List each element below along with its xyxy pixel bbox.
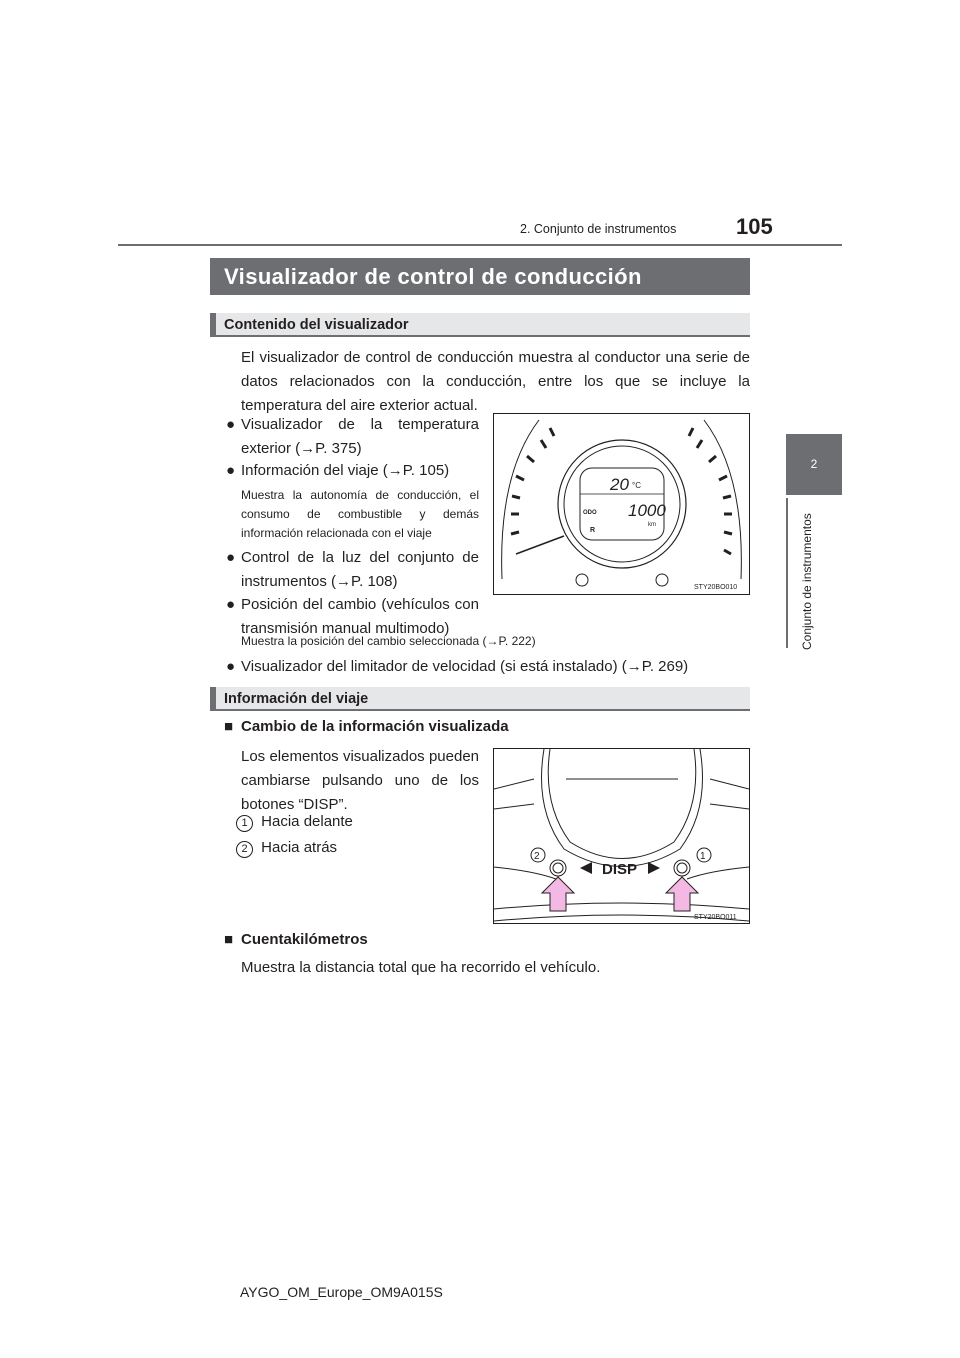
shift-note: Muestra la posición del cambio seleccionada (→P. 222) [241,634,536,648]
cluster-temp-value: 20 [610,475,629,494]
bullet-icon: ● [226,658,236,675]
subsection-marker-icon: ■ [224,931,234,948]
intro-paragraph: El visualizador de control de conducción muestra al conductor una serie de datos relacionados con la conducción, entre los que se incluye la temperatura del aire exterior actual. [241,349,750,414]
cluster-odo-value: 1000 [628,501,666,520]
list-item [226,546,479,594]
arrow-right-icon [666,877,698,911]
cluster-km-unit: km [648,522,656,528]
list-item-text: Visualizador de la temperatura exterior (→P. 375) [241,416,479,457]
subsection-title: Cuentakilómetros [241,931,368,948]
bullet-icon: ● [226,596,236,613]
list-item [226,459,479,483]
subsection-marker-icon: ■ [224,718,234,735]
heading-marker [210,687,216,711]
instrument-cluster-illustration [494,414,749,594]
subsection-title: Cambio de la información visualizada [241,718,509,735]
callout-item [236,839,337,858]
callout-1-number: 1 [700,851,706,862]
heading-marker [210,313,216,337]
chapter-tab: 2 [786,434,842,495]
section-heading-trip-info [210,687,750,711]
callout-number: 1 [236,815,253,832]
callout-2-number: 2 [534,851,540,862]
disp-buttons-illustration [494,749,749,923]
disp-label: DISP [602,861,638,878]
running-header-section: 2. Conjunto de instrumentos [520,222,677,236]
list-item [226,413,479,461]
chapter-tab-rule [786,498,788,648]
list-item-text: Control de la luz del conjunto de instrumentos (→P. 108) [241,549,479,590]
section-heading-text: Información del viaje [224,691,369,707]
section-heading-text: Contenido del visualizador [224,317,409,333]
chapter-label-text: Conjunto de instrumentos [800,513,814,650]
callout-number: 2 [236,841,253,858]
cluster-temp-unit: °C [632,481,641,490]
page-number: 105 [736,214,773,239]
callout-text: Hacia atrás [261,839,338,856]
list-item-text: Visualizador del limitador de velocidad (si está instalado) (→P. 269) [241,658,689,675]
figure-code: STY20BO011 [694,914,737,921]
list-item-text: Posición del cambio (vehículos con transmisión manual multimodo) [241,596,479,637]
bullet-icon: ● [226,549,236,566]
callout-text: Hacia delante [261,813,353,830]
document-code: AYGO_OM_Europe_OM9A015S [240,1284,443,1300]
cluster-odo-label: ODO [583,510,597,516]
chapter-label [800,500,814,650]
callout-item [236,813,353,832]
bullet-icon: ● [226,416,236,433]
disp-buttons-figure [493,748,750,924]
odometer-description: Muestra la distancia total que ha recorrido el vehículo. [241,959,601,976]
trip-note: Muestra la autonomía de conducción, el consumo de combustible y demás información relacionada con el viaje [241,488,479,540]
figure-code: STY20BO010 [694,584,738,591]
list-item [226,655,750,679]
list-item-text: Información del viaje (→P. 105) [241,462,450,479]
disp-description: Los elementos visualizados pueden cambiarse pulsando uno de los botones “DISP”. [241,748,479,813]
bullet-icon: ● [226,462,236,479]
arrow-left-icon [542,877,574,911]
cluster-gear: R [590,527,596,534]
header-rule [118,244,842,246]
instrument-cluster-figure [493,413,750,595]
page-title: Visualizador de control de conducción [210,258,750,295]
section-heading-display-contents [210,313,750,337]
